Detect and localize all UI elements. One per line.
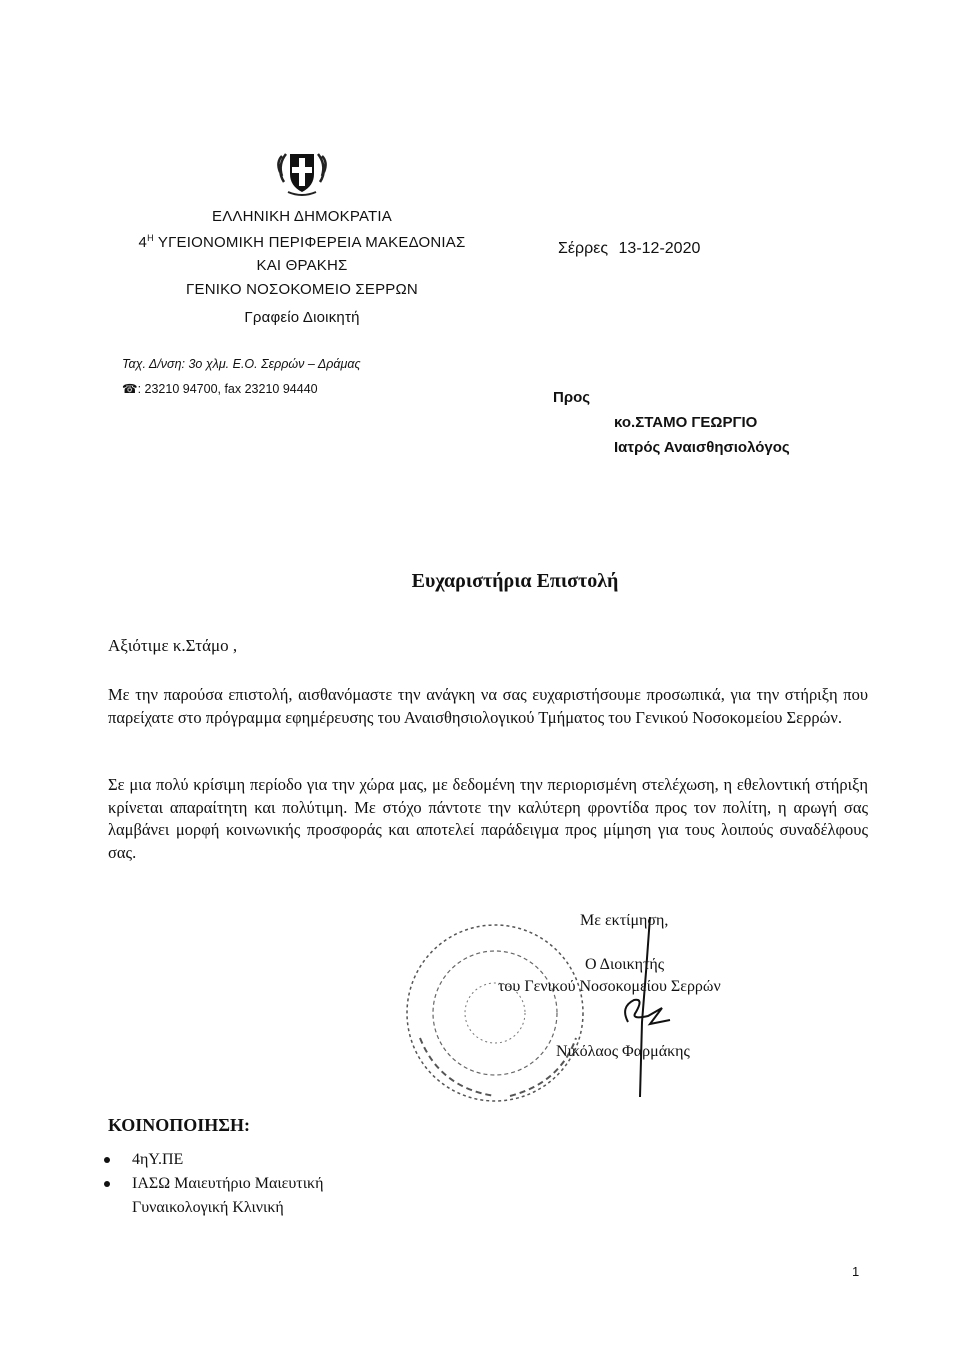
recipient-label: Προς <box>553 389 591 406</box>
letter-date: Σέρρες 13-12-2020 <box>558 240 701 257</box>
official-stamp-icon <box>400 918 590 1108</box>
body-paragraph-2: Σε μια πολύ κρίσιμη περίοδο για την χώρα μας, με δεδομένη την περιορισμένη στελέχωση, η εθελοντική στήριξη κρίνεται απαραίτητη και πολύτιμη. Με στόχο πάντοτε την καλύτερη φροντίδα προς τον πολίτη, η αρωγή σας λαμβάνει μορφή κοινωνικής προσφοράς και αποτελεί παράδειγμα προς μίμηση για τους λοιπούς συναδέλφους σας. <box>108 775 868 862</box>
closing: Με εκτίμηση, <box>580 912 669 929</box>
postal-address: Ταχ. Δ/νση: 3ο χλμ. Ε.Ο. Σερρών – Δράμας <box>122 357 361 371</box>
letter-title: Ευχαριστήρια Επιστολή <box>411 570 619 592</box>
cc-label: ΚΟΙΝΟΠΟΙΗΣΗ: <box>108 1115 251 1135</box>
greek-emblem-icon <box>274 146 330 198</box>
greeting: Αξιότιμε κ.Στάμο , <box>108 636 238 655</box>
handwritten-signature-icon <box>600 912 680 1102</box>
cc-item: 4ηΥ.ΠΕ <box>104 1148 323 1172</box>
signatory-organization: του Γενικού Νοσοκομείου Σερρών <box>498 978 721 995</box>
header-region: $4^H$ ΥΓΕΙΟΝΟΜΙΚΗ ΠΕΡΙΦΕΡΕΙΑ ΜΑΚΕΔΟΝΙΑΣ <box>138 233 466 251</box>
body-paragraph-1: Με την παρούσα επιστολή, αισθανόμαστε την ανάγκη να σας ευχαριστήσουμε προσωπικά, για την στήριξη που παρείχατε στο πρόγραμμα εφημέρευσης του Αναισθησιολογικού Τμήματος του Γενικού Νοσοκομείου Σερρών. <box>108 685 868 727</box>
signatory-title: Ο Διοικητής <box>585 956 665 973</box>
page-number: 1 <box>852 1264 860 1279</box>
cc-item: ΙΑΣΩ Μαιευτήριο Μαιευτική <box>104 1172 323 1196</box>
bullet-icon <box>104 1181 110 1187</box>
phone-icon: ☎ <box>122 382 138 396</box>
header-office: Γραφείο Διοικητή <box>244 309 360 326</box>
phone-line: ☎: 23210 94700, fax 23210 94440 <box>122 382 318 396</box>
cc-item-continuation: Γυναικολογική Κλινική <box>132 1199 284 1216</box>
cc-list <box>104 1148 323 1220</box>
signatory-name: Νικόλαος Φαρμάκης <box>556 1043 690 1060</box>
recipient-name: κο.ΣΤΑΜΟ ΓΕΩΡΓΙΟ <box>614 414 758 431</box>
header-region-cont: ΚΑΙ ΘΡΑΚΗΣ <box>256 257 348 274</box>
header-country: ΕΛΛΗΝΙΚΗ ΔΗΜΟΚΡΑΤΙΑ <box>212 208 392 225</box>
recipient-role: Ιατρός Αναισθησιολόγος <box>614 439 790 456</box>
bullet-icon <box>104 1157 110 1163</box>
header-hospital: ΓΕΝΙΚΟ ΝΟΣΟΚΟΜΕΙΟ ΣΕΡΡΩΝ <box>186 281 418 298</box>
